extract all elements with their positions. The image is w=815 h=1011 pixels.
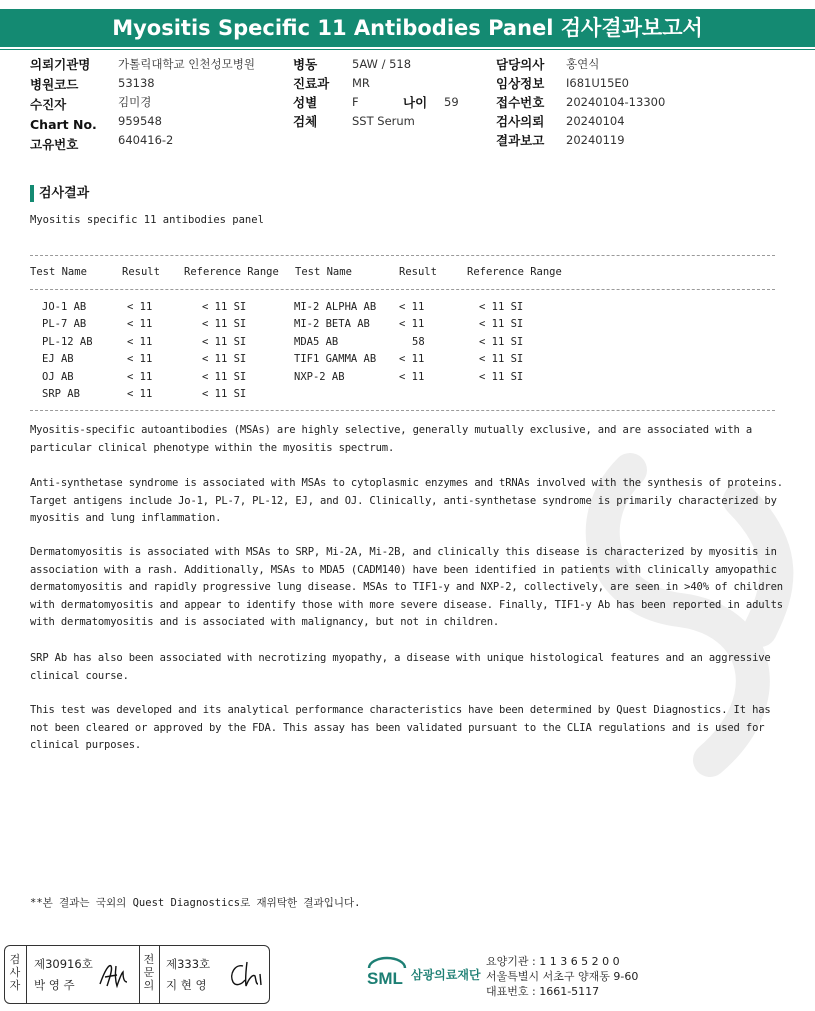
age-value-wrap xyxy=(444,93,459,112)
results-section-title: 검사결과 xyxy=(30,185,89,202)
test-name: SRP AB xyxy=(42,388,80,400)
divider xyxy=(30,410,775,411)
test-ref: < 11 SI xyxy=(479,353,524,365)
col-header-ref: Reference Range xyxy=(184,266,279,278)
test-result: < 11 xyxy=(127,318,153,330)
test-result: < 11 xyxy=(399,318,425,330)
separator xyxy=(159,946,160,1003)
info-value: 홍연식 xyxy=(566,57,600,71)
info-value: SST Serum xyxy=(352,114,415,128)
lab-code: 요양기관 : 1 1 3 6 5 2 0 0 xyxy=(486,955,620,968)
info-row xyxy=(30,135,97,155)
test-ref: < 11 SI xyxy=(202,336,247,348)
col-header-test: Test Name xyxy=(295,266,352,278)
test-result: < 11 xyxy=(127,388,153,400)
info-label: 성별 xyxy=(293,95,318,110)
org-name: 삼광의료재단 xyxy=(411,968,481,982)
info-value: 640416-2 xyxy=(118,133,174,147)
age-value: 59 xyxy=(444,95,459,109)
lab-info xyxy=(486,954,638,999)
sml-logo-icon xyxy=(365,956,409,992)
test-ref: < 11 SI xyxy=(202,371,247,383)
info-label: 병원코드 xyxy=(30,77,79,92)
test-result-abnormal: 58 xyxy=(412,336,425,348)
tester-signature-icon xyxy=(97,960,133,990)
signature-box xyxy=(4,945,270,1004)
test-ref: < 11 SI xyxy=(202,353,247,365)
test-name: OJ AB xyxy=(42,371,74,383)
patient-info-col2 xyxy=(293,55,329,131)
separator xyxy=(26,946,27,1003)
test-ref: < 11 SI xyxy=(202,388,247,400)
info-label: 접수번호 xyxy=(496,95,545,110)
info-label: 담당의사 xyxy=(496,57,545,72)
divider xyxy=(30,289,775,290)
info-value: 53138 xyxy=(118,76,155,90)
info-label: 의뢰기관명 xyxy=(30,57,91,72)
info-row xyxy=(30,115,97,135)
patient-info-col1-values xyxy=(118,55,255,150)
age-label-wrap xyxy=(403,93,427,113)
test-name: PL-7 AB xyxy=(42,318,87,330)
info-label: 수진자 xyxy=(30,97,67,112)
lab-address: 서울특별시 서초구 양재동 9-60 xyxy=(486,970,639,983)
test-name: TIF1 GAMMA AB xyxy=(294,353,377,365)
col-header-test: Test Name xyxy=(30,266,87,278)
info-row xyxy=(30,55,97,75)
info-label: 검체 xyxy=(293,114,318,129)
info-row xyxy=(30,95,97,115)
test-name: MI-2 BETA AB xyxy=(294,318,370,330)
test-ref: < 11 SI xyxy=(479,336,524,348)
test-name: MI-2 ALPHA AB xyxy=(294,301,377,313)
test-name: JO-1 AB xyxy=(42,301,87,313)
age-label: 나이 xyxy=(403,95,428,110)
patient-info-col1 xyxy=(30,55,97,155)
test-name: EJ AB xyxy=(42,353,74,365)
info-label: 임상정보 xyxy=(496,76,545,91)
info-label: 병동 xyxy=(293,57,318,72)
referral-note: **본 결과는 국외의 Quest Diagnostics로 재위탁한 결과입니다. xyxy=(30,897,361,909)
test-name: MDA5 AB xyxy=(294,336,339,348)
logo-text: SML xyxy=(367,969,403,988)
info-value: 5AW / 518 xyxy=(352,57,412,71)
interpretation-paragraph: Dermatomyositis is associated with MSAs to SRP, Mi-2A, Mi-2B, and clinically this disease is characterized by myositis in association with a rash. Additionally, MSAs to MDA5 (CADM140) have been identified in patients with clinically amyopathic dermatomyositis and rapidly progressive lung disease. MSAs to TIF1-y and NXP-2, collectively, are seen in >40% of children with dermatomyositis and appear to identify those with more severe disease. Finally, TIF1-y Ab has been reported in adults with dermatomyositis and is associated with malignancy, but not in children. xyxy=(30,546,783,628)
tester-name: 박 영 주 xyxy=(34,978,75,992)
specialist-license: 제333호 xyxy=(166,957,211,971)
test-result: < 11 xyxy=(127,336,153,348)
tester-label-text: 검사자 xyxy=(9,953,21,992)
interpretation-paragraph: Anti-synthetase syndrome is associated with MSAs to cytoplasmic enzymes and tRNAs involved with the synthesis of proteins. Target antigens include Jo-1, PL-7, PL-12, EJ, and OJ. Clinically, anti-synthetase syndrome is primarily characterized by myositis and lung inflammation. xyxy=(30,477,783,524)
specialist-label-text: 전문의 xyxy=(143,953,155,992)
info-value: 김미경 xyxy=(118,95,152,109)
info-value: F xyxy=(352,95,359,109)
test-ref: < 11 SI xyxy=(479,301,524,313)
info-label: 결과보고 xyxy=(496,133,545,148)
header-underline xyxy=(0,49,815,50)
specialist-label xyxy=(141,953,157,992)
patient-info-col3-values xyxy=(566,55,665,150)
interpretation-paragraph: SRP Ab has also been associated with necrotizing myopathy, a disease with unique histological features and an aggressive clinical course. xyxy=(30,652,771,682)
interpretation-paragraph: Myositis-specific autoantibodies (MSAs) are highly selective, generally mutually exclusive, and are associated with a particular clinical phenotype within the myositis spectrum. xyxy=(30,424,753,454)
test-ref: < 11 SI xyxy=(202,318,247,330)
divider xyxy=(30,255,775,256)
info-label: 고유번호 xyxy=(30,137,79,152)
tester-license: 제30916호 xyxy=(34,957,93,971)
test-result: < 11 xyxy=(399,353,425,365)
separator xyxy=(139,946,140,1003)
test-result: < 11 xyxy=(399,371,425,383)
test-result: < 11 xyxy=(127,353,153,365)
info-value: MR xyxy=(352,76,370,90)
info-label: 검사의뢰 xyxy=(496,114,545,129)
info-value: 가톨릭대학교 인천성모병원 xyxy=(118,57,255,71)
col-header-result: Result xyxy=(399,266,437,278)
info-row xyxy=(30,75,97,95)
tester-label xyxy=(7,953,23,992)
panel-name: Myositis specific 11 antibodies panel xyxy=(30,214,264,226)
info-label: Chart No. xyxy=(30,117,97,132)
info-value: 959548 xyxy=(118,114,162,128)
patient-info-col3 xyxy=(496,55,544,150)
specialist-name: 지 현 영 xyxy=(166,978,207,992)
test-result: < 11 xyxy=(127,301,153,313)
test-ref: < 11 SI xyxy=(479,318,524,330)
report-title: Myositis Specific 11 Antibodies Panel 검사결과보고서 xyxy=(112,16,703,40)
test-result: < 11 xyxy=(399,301,425,313)
info-value: 20240104 xyxy=(566,114,625,128)
info-label: 진료과 xyxy=(293,76,330,91)
col-header-ref: Reference Range xyxy=(467,266,562,278)
test-ref: < 11 SI xyxy=(479,371,524,383)
col-header-result: Result xyxy=(122,266,160,278)
info-value: I681U15E0 xyxy=(566,76,629,90)
info-value: 20240104-13300 xyxy=(566,95,666,109)
test-ref: < 11 SI xyxy=(202,301,247,313)
test-name: PL-12 AB xyxy=(42,336,93,348)
lab-phone: 대표번호 : 1661-5117 xyxy=(486,985,600,998)
specialist-signature-icon xyxy=(227,958,267,990)
info-value: 20240119 xyxy=(566,133,625,147)
test-name: NXP-2 AB xyxy=(294,371,345,383)
test-result: < 11 xyxy=(127,371,153,383)
interpretation-paragraph: This test was developed and its analytical performance characteristics have been determined by Quest Diagnostics. It has not been cleared or approved by the FDA. This assay has been validated pursuant to the CLIA regulations and is used for clinical purposes. xyxy=(30,704,771,751)
